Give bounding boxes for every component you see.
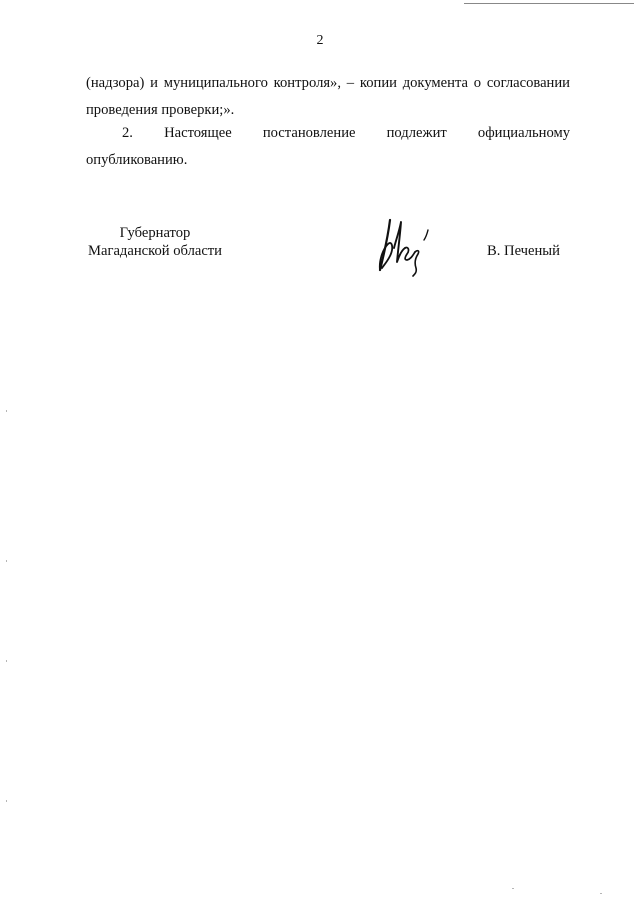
signatory-title-line-1: Губернатор [119, 225, 191, 241]
scan-speck [600, 893, 602, 894]
top-rule [464, 3, 634, 4]
scan-speck [512, 888, 514, 889]
signature-icon [368, 210, 440, 282]
paragraph-2-line-2: опубликованию. [86, 152, 188, 168]
paragraph-2 [86, 120, 570, 174]
signatory-title-line-2: Магаданской области [88, 243, 222, 259]
page-number: 2 [316, 33, 324, 48]
scan-speck [6, 410, 7, 412]
signatory-name: В. Печеный [487, 243, 560, 259]
paragraph-1-line-1: (надзора) и муниципального контроля», – копии документа о согласовании [86, 75, 570, 91]
scan-speck [6, 800, 7, 802]
paragraph-1-line-2: проведения проверки;». [86, 102, 235, 118]
signatory-title [80, 224, 230, 260]
scan-speck [6, 660, 7, 662]
paragraph-2-line-1: 2. Настоящее постановление подлежит официальному [122, 125, 570, 141]
scan-speck [6, 560, 7, 562]
paragraph-1 [86, 70, 570, 124]
